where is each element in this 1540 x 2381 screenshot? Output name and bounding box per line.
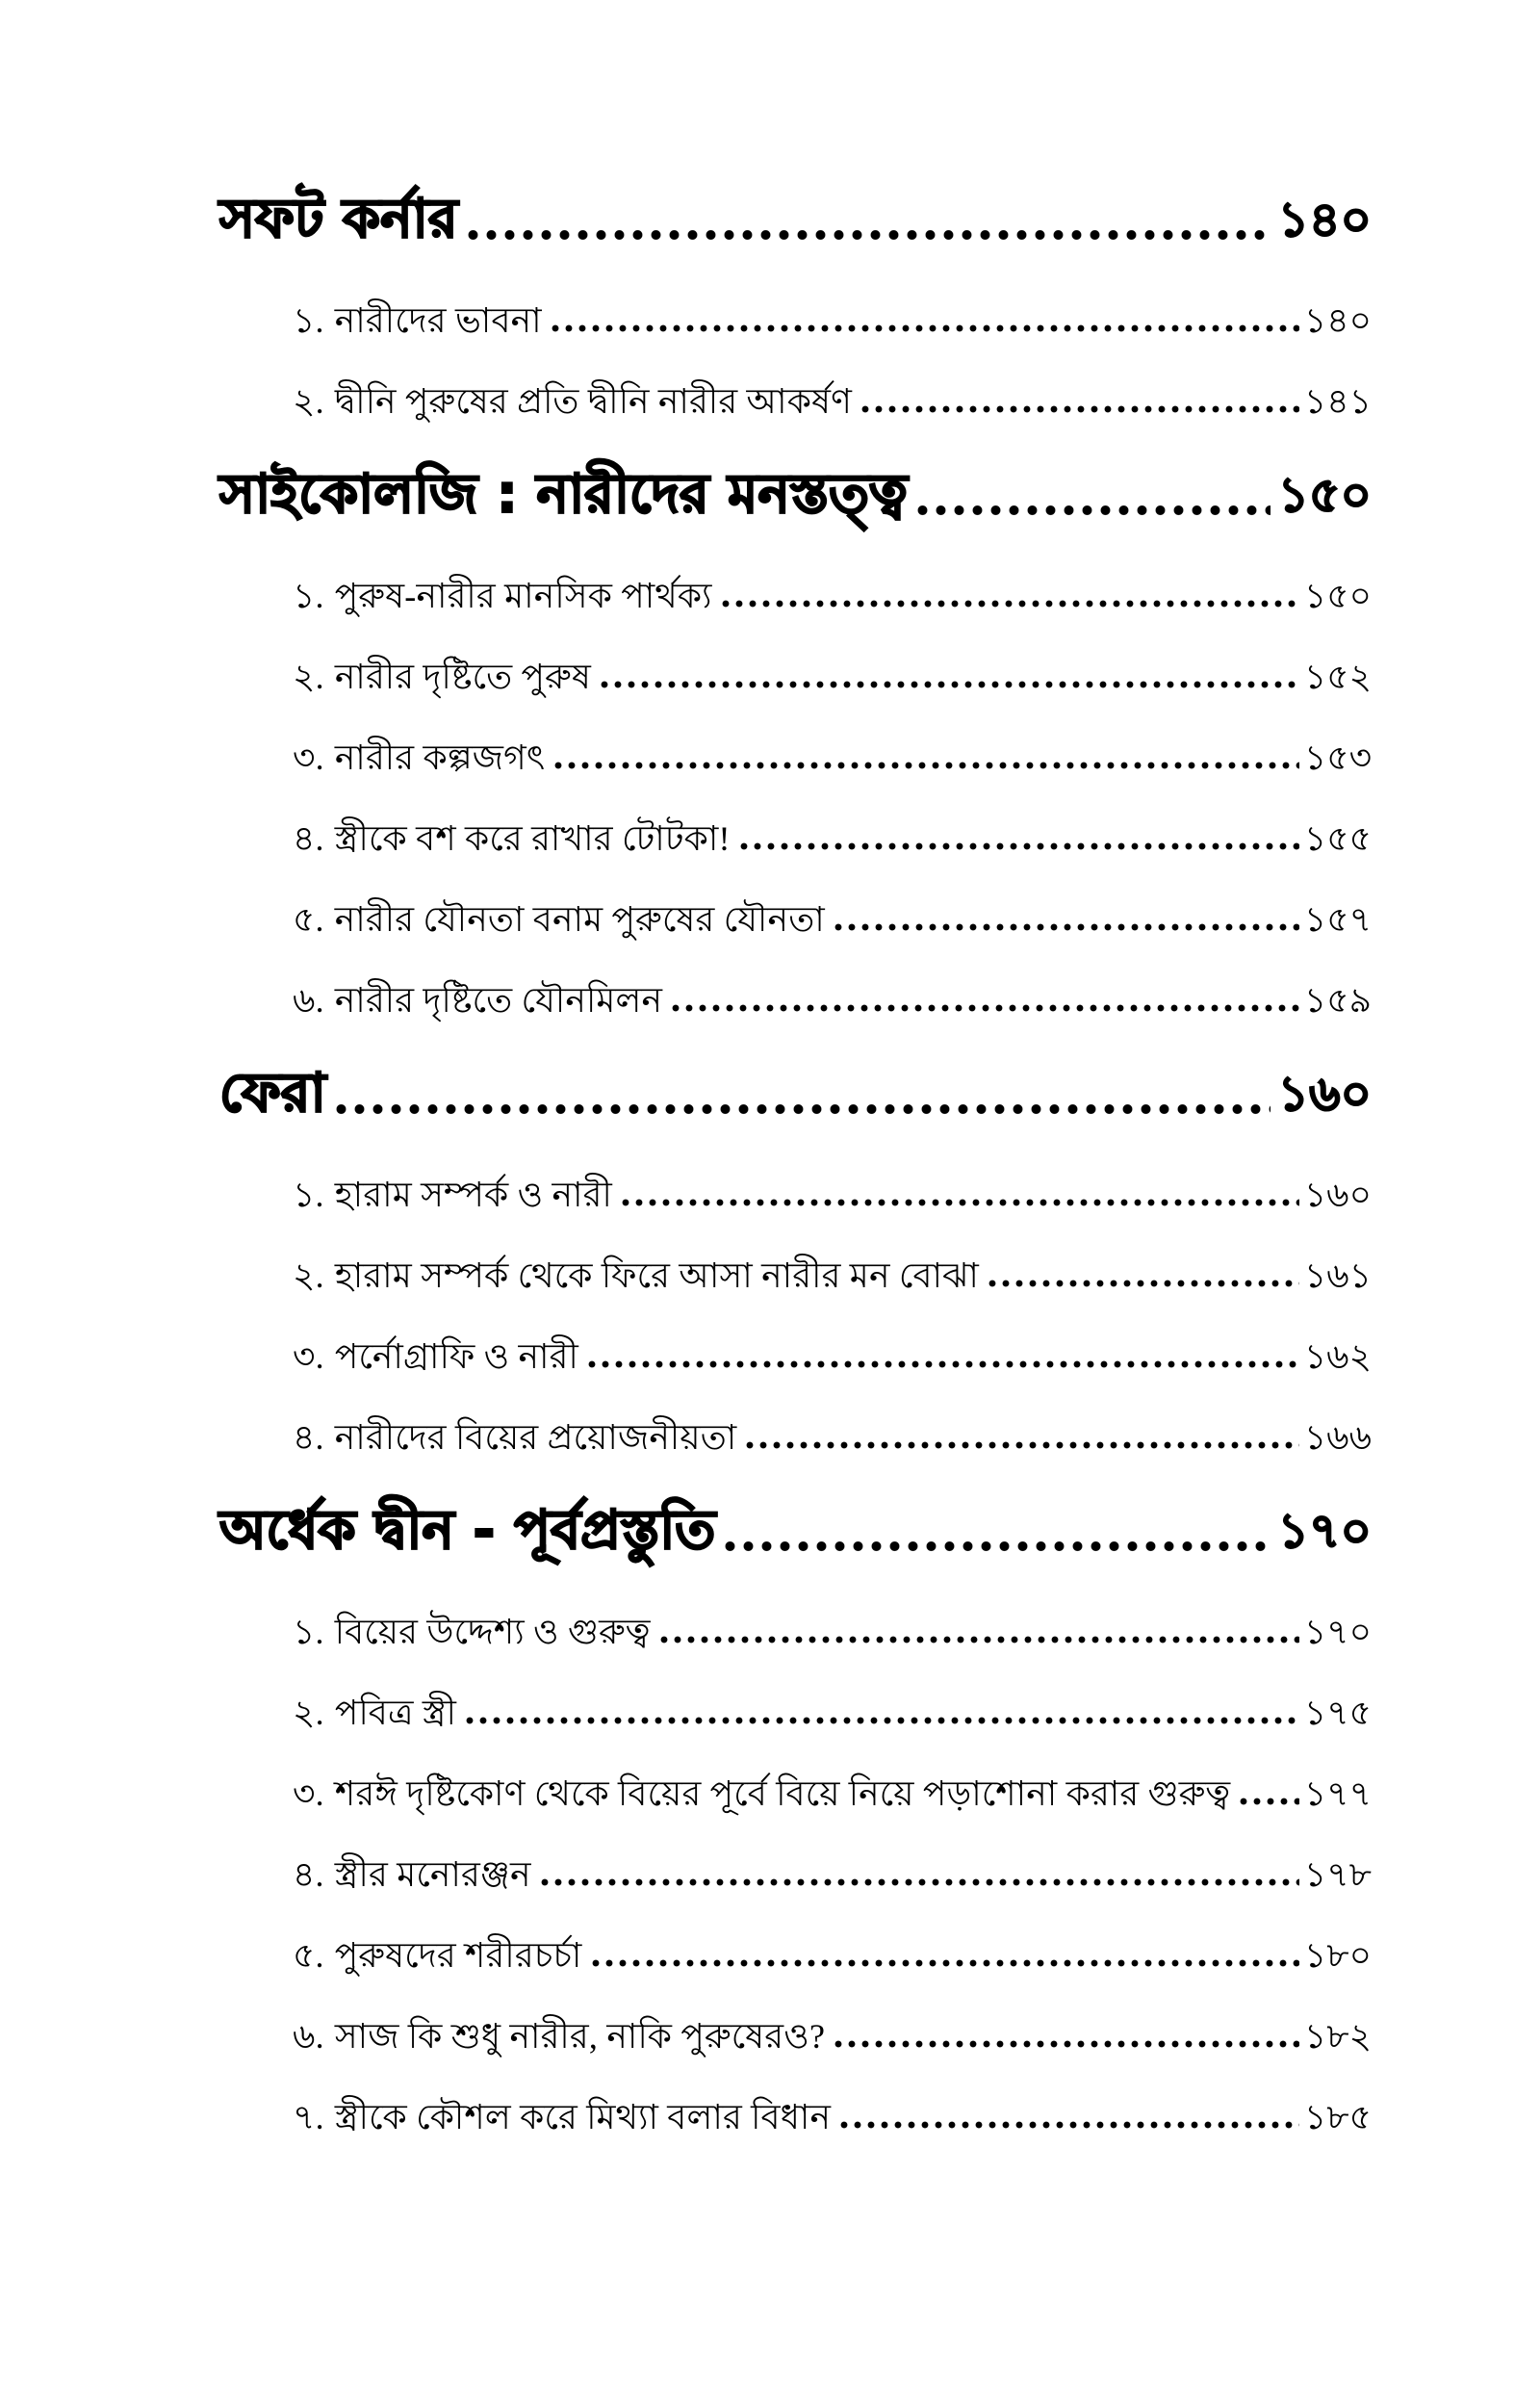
toc-item [293,379,1372,425]
toc-section-fera [219,1059,1372,1461]
item-number: ২. [293,1694,324,1732]
toc-item [293,978,1372,1023]
item-number: ১. [293,1613,324,1651]
item-page-number: ১৫২ [1303,658,1372,696]
item-label [293,736,545,781]
item-page-number: ১৮২ [1303,2017,1372,2056]
toc-section-psychology [219,460,1372,1023]
item-text: নারীর দৃষ্টিতে পুরুষ [334,658,592,696]
dot-leader [832,2037,1299,2051]
item-page-number: ১৪১ [1303,382,1372,421]
item-number: ৭. [293,2098,324,2136]
item-number: ৩. [293,738,324,777]
item-page-number: ১৬২ [1303,1337,1372,1376]
section-heading [219,1496,1372,1566]
item-page-number: ১৪০ [1303,301,1372,340]
dot-leader [589,1956,1299,1970]
item-number: ১. [293,301,324,340]
item-page-number: ১৫৭ [1303,900,1372,939]
item-label [293,2014,825,2059]
section-heading [219,460,1372,530]
dot-leader [598,678,1299,691]
item-page-number: ১৫০ [1303,577,1372,615]
item-page-number: ১৭৮ [1303,1855,1372,1894]
dot-leader [464,225,1270,245]
dot-leader [913,501,1270,520]
item-label [293,2095,831,2140]
item-label [293,1415,736,1461]
item-page-number: ১৫৯ [1303,981,1372,1020]
item-number: ৩. [293,1337,324,1376]
dot-leader [721,1537,1270,1556]
item-text: হারাম সম্পর্ক থেকে ফিরে আসা নারীর মন বোঝা [334,1256,980,1295]
item-text: পুরুষদের শরীরচর্চা [334,1936,582,1975]
item-label [293,1691,456,1736]
item-number: ৫. [293,1936,324,1975]
dot-leader [859,402,1299,416]
item-text: শরঈ দৃষ্টিকোণ থেকে বিয়ের পূর্বে বিয়ে নিয়ে পড়াশোনা করার গুরুত্ব [334,1774,1231,1813]
section-title: অর্ধেক দ্বীন - পূর্বপ্রস্তুতি [219,1499,716,1562]
item-number: ৫. [293,900,324,939]
toc-item [293,2014,1372,2059]
item-label [293,897,825,943]
toc-item [293,1772,1372,1817]
item-page-number: ১৭০ [1303,1613,1372,1651]
item-label [293,816,731,862]
item-number: ১. [293,1176,324,1214]
section-page-number: ১৬০ [1277,1066,1372,1122]
item-number: ৪. [293,819,324,858]
toc-item [293,1610,1372,1655]
item-label [293,298,542,344]
toc-item [293,1852,1372,1898]
dot-leader [737,840,1299,853]
dot-leader [538,1876,1299,1889]
dot-leader [552,759,1298,772]
toc-item [293,1173,1372,1218]
item-text: স্ত্রীর মনোরঞ্জন [334,1855,531,1894]
toc-item [293,655,1372,700]
item-page-number: ১৭৭ [1303,1774,1372,1813]
item-label [293,655,591,700]
dot-leader [657,1633,1299,1646]
dot-leader [549,322,1299,335]
item-number: ৬. [293,2017,324,2056]
toc-item [293,736,1372,781]
toc-item [293,1933,1372,1979]
item-page-number: ১৭৫ [1303,1694,1372,1732]
dot-leader [585,1358,1299,1371]
item-number: ১. [293,577,324,615]
toc-section-soft-corner [219,185,1372,425]
section-title: সাইকোলজি : নারীদের মনস্তত্ত্ব [219,463,908,526]
item-text: নারীদের ভাবনা [334,301,542,340]
toc-item [293,1691,1372,1736]
item-label [293,379,852,425]
item-text: হারাম সম্পর্ক ও নারী [334,1176,612,1214]
item-label [293,1852,531,1898]
dot-leader [986,1277,1299,1290]
item-label [293,1173,612,1218]
dot-leader [832,920,1299,934]
item-page-number: ১৬৬ [1303,1418,1372,1457]
toc-item [293,298,1372,344]
dot-leader [619,1196,1299,1209]
item-page-number: ১৬১ [1303,1256,1372,1295]
section-title: সফট কর্নার [219,188,458,250]
item-label [293,1772,1230,1817]
toc-item [293,1334,1372,1380]
toc-item [293,574,1372,619]
toc-item [293,2095,1372,2140]
dot-leader [837,2118,1299,2132]
item-label [293,574,712,619]
item-page-number: ১৮০ [1303,1936,1372,1975]
dot-leader [463,1714,1299,1727]
item-number: ৩. [293,1774,324,1813]
item-number: ২. [293,658,324,696]
section-page-number: ১৪০ [1277,192,1372,247]
dot-leader [669,1001,1299,1015]
item-text: বিয়ের উদ্দেশ্য ও গুরুত্ব [334,1613,651,1651]
item-number: ৪. [293,1855,324,1894]
section-page-number: ১৫০ [1277,467,1372,523]
item-label [293,1610,651,1655]
item-text: পর্নোগ্রাফি ও নারী [334,1337,578,1376]
item-number: ৪. [293,1418,324,1457]
dot-leader [332,1100,1270,1119]
toc-item [293,816,1372,862]
toc-item [293,897,1372,943]
item-text: নারীর দৃষ্টিতে যৌনমিলন [334,981,663,1020]
dot-leader [719,597,1299,610]
toc-item [293,1254,1372,1299]
item-text: নারীদের বিয়ের প্রয়োজনীয়তা [334,1418,737,1457]
section-heading [219,185,1372,254]
item-number: ২. [293,1256,324,1295]
item-text: স্ত্রীকে বশ করে রাখার টোটকা! [334,819,731,858]
item-number: ২. [293,382,324,421]
dot-leader [743,1438,1298,1452]
item-label [293,978,662,1023]
item-page-number: ১৫৫ [1303,819,1372,858]
section-title: ফেরা [219,1062,326,1125]
item-text: পুরুষ-নারীর মানসিক পার্থক্য [334,577,712,615]
item-label [293,1334,578,1380]
item-label [293,1254,979,1299]
section-page-number: ১৭০ [1277,1503,1372,1559]
toc-section-ordhek-dwin [219,1496,1372,2140]
section-heading [219,1059,1372,1128]
item-text: নারীর কল্পজগৎ [334,738,546,777]
item-page-number: ১৮৫ [1303,2098,1372,2136]
item-text: দ্বীনি পুরুষের প্রতি দ্বীনি নারীর আকর্ষণ [334,382,853,421]
item-text: স্ত্রীকে কৌশল করে মিথ্যা বলার বিধান [334,2098,832,2136]
item-label [293,1933,582,1979]
item-page-number: ১৫৩ [1303,738,1372,777]
item-page-number: ১৬০ [1303,1176,1372,1214]
item-text: পবিত্র স্ত্রী [334,1694,457,1732]
dot-leader [1237,1795,1298,1808]
item-number: ৬. [293,981,324,1020]
item-text: সাজ কি শুধু নারীর, নাকি পুরুষেরও? [334,2017,826,2056]
toc-item [293,1415,1372,1461]
item-text: নারীর যৌনতা বনাম পুরুষের যৌনতা [334,900,825,939]
